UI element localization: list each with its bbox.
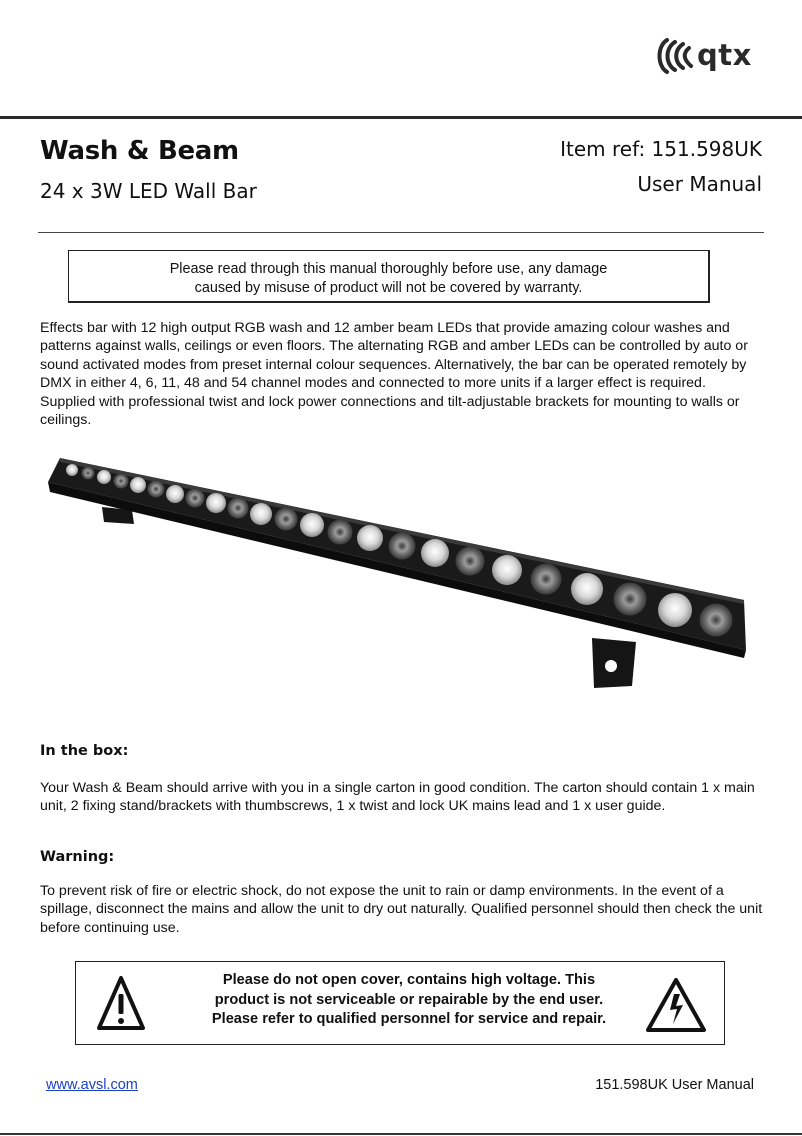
led: [531, 564, 562, 595]
led: [700, 604, 733, 637]
in-the-box-paragraph: Your Wash & Beam should arrive with you in a single carton in good condition. The carton should contain 1 x main unit, 2 fixing stand/brackets with thumbscrews, 1 x twist and lock UK mains lead and 1 x user guide.: [40, 780, 755, 815]
website-link[interactable]: www.avsl.com: [46, 1077, 138, 1093]
led: [97, 470, 111, 484]
led: [300, 513, 324, 537]
led: [82, 467, 95, 480]
header-rule: [0, 116, 802, 119]
led: [456, 547, 485, 576]
bracket-hole: [605, 660, 617, 672]
led: [614, 583, 647, 616]
footer-manual-ref: 151.598UK User Manual: [595, 1077, 754, 1093]
high-voltage-text: [184, 971, 634, 1030]
led: [357, 525, 383, 551]
warning-triangle-icon: [96, 972, 146, 1036]
warning-heading: Warning:: [40, 849, 115, 865]
intro-paragraph: Effects bar with 12 high output RGB wash and 12 amber beam LEDs that provide amazing colour washes and patterns against walls, ceilings or even floors. The alternating RGB and amber LEDs can be controlled by auto or sound activated modes from preset internal colour sequences. Alternatively, the bar can be operated remotely by DMX in either 4, 6, 11, 48 and 54 channel modes and connected to more units if a larger effect is required. Supplied with professional twist and lock power connections and tilt-adjustable brackets for mounting to walls or ceilings.: [40, 320, 748, 429]
led: [492, 555, 522, 585]
manual-label: User Manual: [637, 172, 762, 196]
led: [250, 503, 272, 525]
led: [206, 493, 226, 513]
product-title: Wash & Beam: [40, 136, 239, 166]
led: [571, 573, 603, 605]
led: [228, 498, 249, 519]
qtx-logo: [655, 36, 765, 76]
warranty-notice: [68, 250, 710, 303]
section-divider: [38, 232, 764, 233]
high-voltage-icon: [644, 976, 708, 1034]
led: [148, 481, 165, 498]
high-voltage-line: Please refer to qualified personnel for service and repair.: [211, 1011, 607, 1027]
led: [166, 485, 184, 503]
high-voltage-line: Please do not open cover, contains high voltage. This: [222, 972, 596, 988]
led: [186, 489, 205, 508]
product-subtitle: 24 x 3W LED Wall Bar: [40, 179, 257, 203]
warranty-notice-line: caused by misuse of product will not be covered by warranty.: [194, 280, 583, 296]
led: [275, 508, 298, 531]
qtx-wave-icon: [655, 36, 697, 76]
logo-wordmark: qtx: [697, 38, 752, 72]
bar-top-edge: [60, 458, 744, 604]
led: [389, 533, 416, 560]
in-the-box-heading: In the box:: [40, 743, 129, 759]
footer-rule: [0, 1133, 802, 1135]
led: [421, 539, 449, 567]
warranty-notice-line: Please read through this manual thoroughly before use, any damage: [169, 261, 608, 277]
led: [130, 477, 146, 493]
bar-bottom-edge: [48, 482, 746, 658]
item-ref: Item ref: 151.598UK: [560, 137, 762, 161]
high-voltage-notice: [75, 961, 725, 1045]
led: [328, 520, 353, 545]
led: [66, 464, 78, 476]
led-wall-bar-image: [44, 452, 758, 694]
led: [658, 593, 692, 627]
led: [114, 474, 129, 489]
warning-paragraph: To prevent risk of fire or electric shock, do not expose the unit to rain or damp environments. In the event of a spillage, disconnect the mains and allow the unit to dry out naturally. Qualified personnel should then check the unit before continuing use.: [40, 883, 763, 936]
high-voltage-line: product is not serviceable or repairable by the end user.: [214, 991, 604, 1008]
